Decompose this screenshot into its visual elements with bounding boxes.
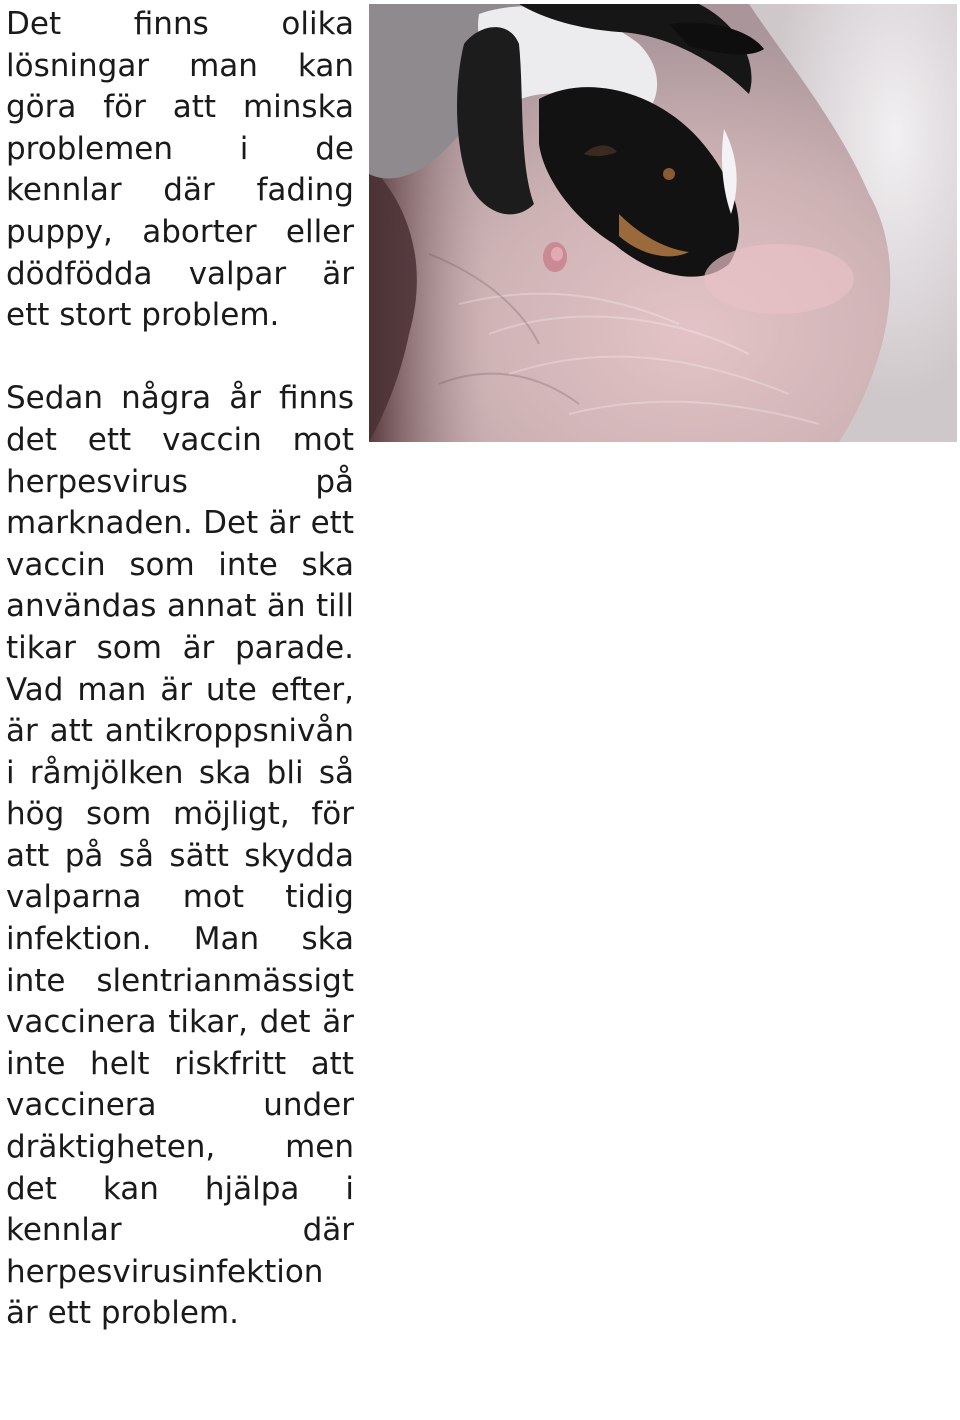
paragraph-vaccine: Sedan några år finns det ett vaccin mot herpesvirus på marknaden. Det är ett vaccin som inte ska användas annat än till tikar som är parade. Vad man är ute efter, är att antikroppsnivån i råmjölken ska bli så hög som möjligt, för att på så sätt skydda valparna mot tidig infektion. Man ska inte slentrianmässigt vaccinera tikar, det är inte helt riskfritt att vaccinera under dräktigheten, men det kan hjälpa i kennlar där herpesvirusinfektion är ett problem. — [6, 380, 354, 1332]
paragraph-intro: Det finns olika lösningar man kan göra för att minska problemen i de kennlar där fading puppy, aborter eller dödfödda valpar är ett stort problem. — [6, 6, 354, 334]
puppy-nursing-photo — [369, 4, 957, 442]
article-text — [6, 4, 354, 1335]
